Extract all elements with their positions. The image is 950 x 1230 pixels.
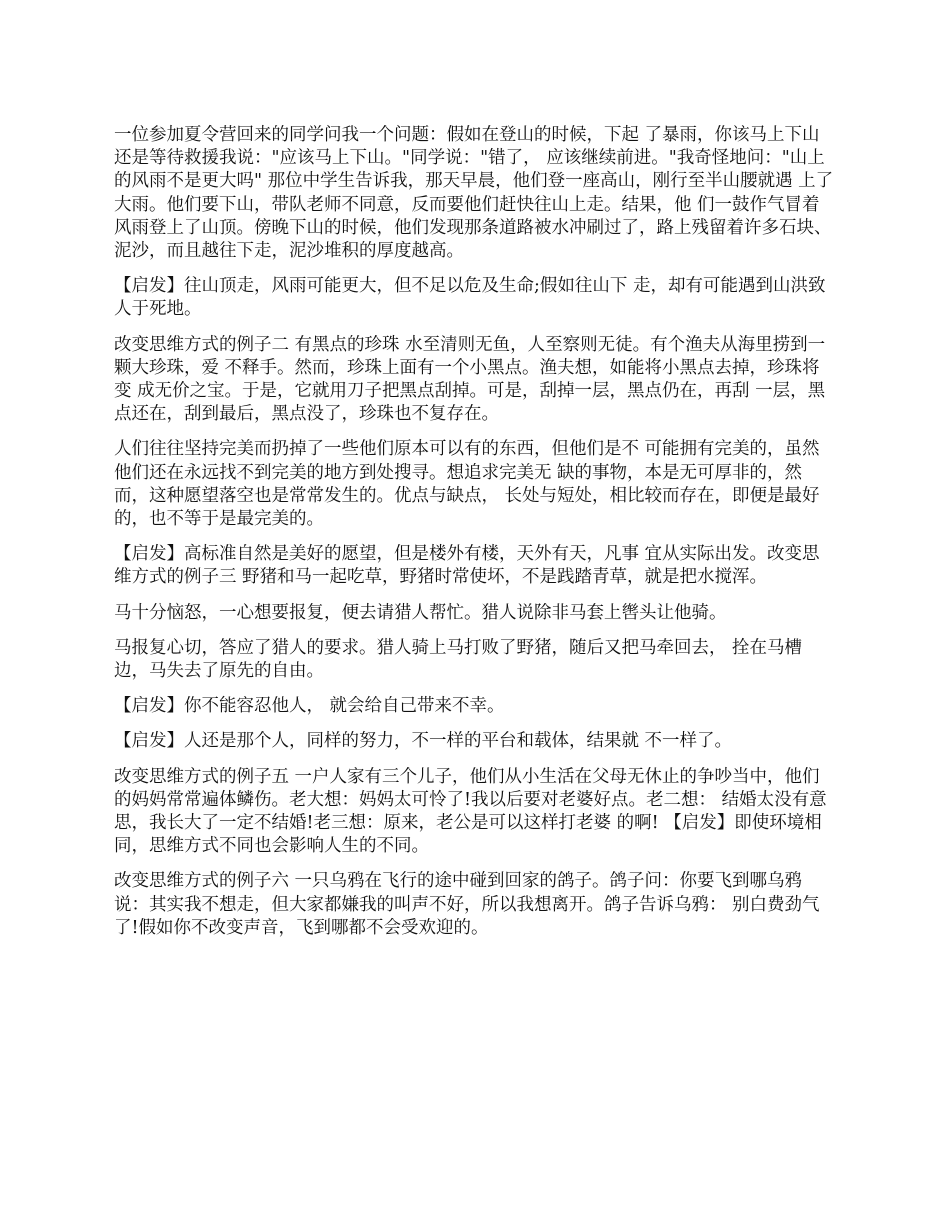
document-body (114, 124, 834, 952)
paragraph-horse-revenge: 马十分恼怒，一心想要报复，便去请猎人帮忙。猎人说除非马套上辔头让他骑。 (114, 602, 727, 623)
paragraph-three-sons: 改变思维方式的例子五 一户人家有三个儿子，他们从小生活在父母无休止的争吵当中，他们 的妈妈常常遍体鳞伤。老大想：妈妈太可怜了!我以后要对老婆好点。老二想： 结婚太没有意思，我长大了一定不结婚!老三想：原来，老公是可以这样打老婆 的啊! 【启发】即使环境相同，思维方式不同也会影响人生的不同。 (114, 766, 827, 857)
paragraph-mountain-story: 一位参加夏令营回来的同学问我一个问题：假如在登山的时候，下起 了暴雨，你该马上下山还是等待救援我说："应该马上下山。"同学说："错了， 应该继续前进。"我奇怪地问："山上的风雨不是更大吗" 那位中学生告诉我，那天早晨，他们登一座高山，刚行至半山腰就遇 上了大雨。他们要下山，带队老师不同意，反而要他们赶快往山上走。结果，他 们一鼓作气冒着风雨登上了山顶。傍晚下山的时候，他们发现那条道路被水冲刷过了，路上残留着许多石块、泥沙，而且越往下走，泥沙堆积的厚度越高。 (114, 125, 834, 262)
paragraph-crow-pigeon: 改变思维方式的例子六 一只乌鸦在飞行的途中碰到回家的鸽子。鸽子问：你要飞到哪乌鸦 说：其实我不想走，但大家都嫌我的叫声不好，所以我想离开。鸽子告诉乌鸦： 别白费劲气了!假如你不改变声音，飞到哪都不会受欢迎的。 (114, 871, 820, 938)
paragraph-platform-insight: 【启发】人还是那个人，同样的努力，不一样的平台和载体，结果就 不一样了。 (114, 731, 733, 752)
paragraph-horse-freedom: 马报复心切，答应了猎人的要求。猎人骑上马打败了野猪，随后又把马牵回去， 拴在马槽边，马失去了原先的自由。 (114, 637, 803, 682)
paragraph-boar-horse-intro: 【启发】高标准自然是美好的愿望，但是楼外有楼，天外有天，凡事 宜从实际出发。改变思维方式的例子三 野猪和马一起吃草，野猪时常使坏，不是践踏青草，就是把水搅浑。 (114, 544, 820, 588)
paragraph-pearl-story: 改变思维方式的例子二 有黑点的珍珠 水至清则无鱼，人至察则无徒。有个渔夫从海里捞到一颗大珍珠，爱 不释手。然而，珍珠上面有一个小黑点。渔夫想，如能将小黑点去掉，珍珠将变 成无价之宝。于是，它就用刀子把黑点刮掉。可是，刮掉一层，黑点仍在，再刮 一层，黑点还在，刮到最后，黑点没了，珍珠也不复存在。 (114, 334, 826, 425)
paragraph-perfection: 人们往往坚持完美而扔掉了一些他们原本可以有的东西，但他们是不 可能拥有完美的，虽然他们还在永远找不到完美的地方到处搜寻。想追求完美无 缺的事物，本是无可厚非的，然而，这种愿望落空也是常常发生的。优点与缺点， 长处与短处，相比较而存在，即便是最好的，也不等于是最完美的。 (114, 439, 820, 530)
paragraph-tolerance-insight: 【启发】你不能容忍他人， 就会给自己带来不幸。 (114, 696, 505, 717)
paragraph-mountain-insight: 【启发】往山顶走，风雨可能更大，但不足以危及生命;假如往山下 走，却有可能遇到山洪致人于死地。 (114, 276, 826, 320)
